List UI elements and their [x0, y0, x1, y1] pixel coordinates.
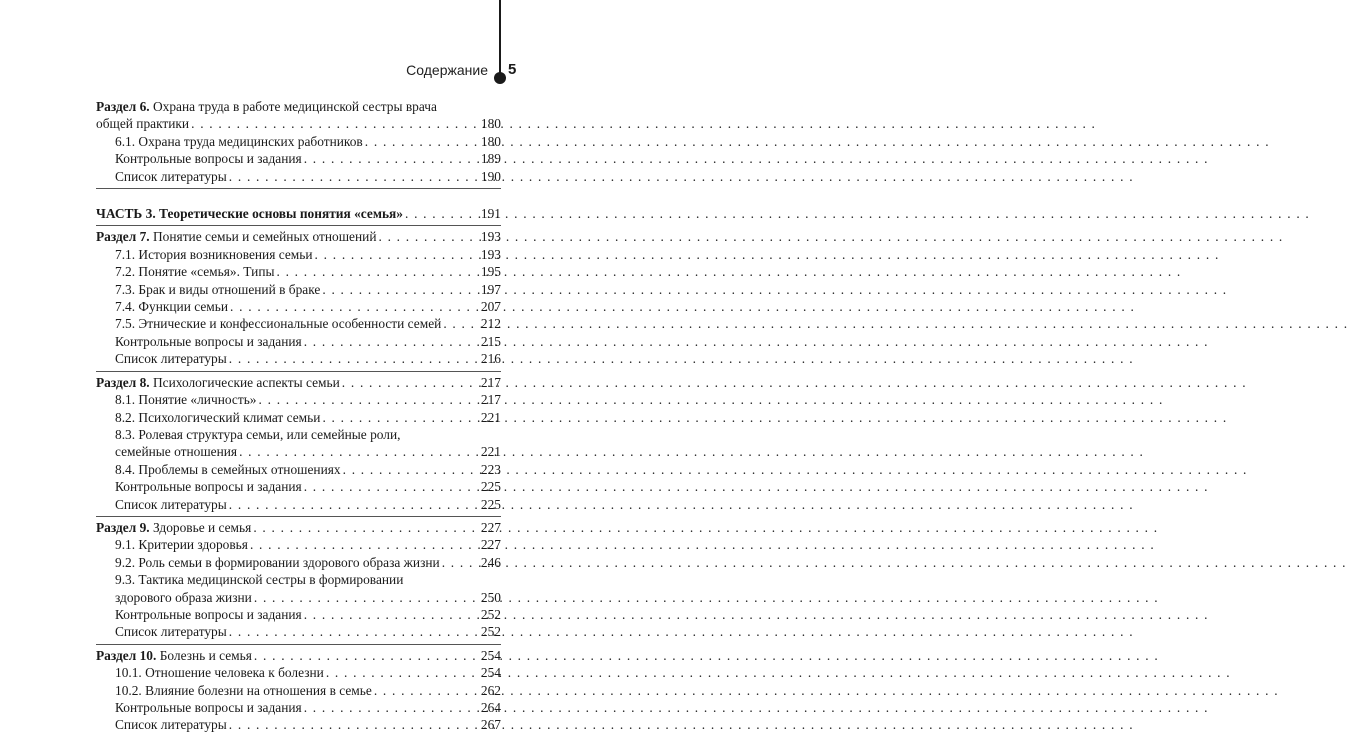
toc-entry[interactable]: 7.5. Этнические и конфессиональные особенности семей . . . 212	[96, 315, 501, 332]
toc-entry-cont[interactable]: здорового образа жизни . . . 250	[96, 589, 501, 606]
section-8	[96, 374, 501, 517]
toc-entry[interactable]: Контрольные вопросы и задания . . . 225	[96, 478, 501, 495]
toc-entry[interactable]: Контрольные вопросы и задания . . . 252	[96, 606, 501, 623]
toc-entry[interactable]: Список литературы . . . 190	[96, 168, 501, 185]
toc-entry-cont[interactable]: семейные отношения . . . 221	[96, 443, 501, 460]
header-rule	[499, 0, 501, 75]
running-header-title: Содержание	[406, 62, 488, 78]
toc-entry[interactable]: Контрольные вопросы и задания . . . 189	[96, 150, 501, 167]
section-10	[96, 647, 501, 737]
toc-entry[interactable]: 9.2. Роль семьи в формировании здорового образа жизни . . . 246	[96, 554, 501, 571]
toc-entry[interactable]: Список литературы . . . 267	[96, 716, 501, 733]
toc-entry[interactable]: 7.4. Функции семьи . . . 207	[96, 298, 501, 315]
toc-entry[interactable]: 9.1. Критерии здоровья . . . 227	[96, 536, 501, 553]
section-label: Раздел 6.	[96, 99, 150, 114]
part-heading[interactable]: ЧАСТЬ 3. Теоретические основы понятия «семья» . . . 191	[96, 205, 501, 222]
page-number: 5	[508, 61, 517, 78]
toc-entry[interactable]: 8.2. Психологический климат семьи . . . 221	[96, 409, 501, 426]
toc-entry[interactable]: 10.1. Отношение человека к болезни . . . 254	[96, 664, 501, 681]
table-of-contents	[96, 98, 501, 739]
section-6	[96, 98, 501, 189]
toc-entry[interactable]: 7.1. История возникновения семьи . . . 193	[96, 246, 501, 263]
part-3	[96, 205, 501, 226]
toc-entry[interactable]: 9.3. Тактика медицинской сестры в формировании	[115, 572, 404, 588]
header-dot	[494, 72, 506, 84]
section-7	[96, 228, 501, 371]
section-9	[96, 519, 501, 645]
toc-entry[interactable]: 8.3. Ролевая структура семьи, или семейные роли,	[115, 426, 401, 442]
toc-entry[interactable]: Список литературы . . . 216	[96, 350, 501, 367]
toc-entry[interactable]: Список литературы . . . 252	[96, 623, 501, 640]
section-heading[interactable]: Раздел 10. Болезнь и семья . . . 254	[96, 647, 501, 664]
toc-entry[interactable]: 6.1. Охрана труда медицинских работников . . . 180	[96, 133, 501, 150]
toc-entry[interactable]: 7.3. Брак и виды отношений в браке . . . 197	[96, 281, 501, 298]
section-heading-cont[interactable]	[96, 115, 501, 132]
toc-entry[interactable]: 8.1. Понятие «личность» . . . 217	[96, 391, 501, 408]
toc-entry[interactable]: Контрольные вопросы и задания . . . 264	[96, 699, 501, 716]
section-title-line2: общей практики	[96, 116, 190, 132]
section-title-line1: Охрана труда в работе медицинской сестры врача	[153, 99, 437, 114]
page-ref: 180	[480, 116, 501, 132]
section-heading[interactable]: Раздел 8. Психологические аспекты семьи . . . 217	[96, 374, 501, 391]
toc-entry[interactable]: 7.2. Понятие «семья». Типы . . . 195	[96, 263, 501, 280]
section-heading[interactable]: Раздел 7. Понятие семьи и семейных отношений . . . 193	[96, 228, 501, 245]
toc-entry[interactable]: 10.2. Влияние болезни на отношения в семье . . . 262	[96, 682, 501, 699]
toc-entry[interactable]: Контрольные вопросы и задания . . . 215	[96, 333, 501, 350]
toc-entry[interactable]: 8.4. Проблемы в семейных отношениях . . . 223	[96, 461, 501, 478]
toc-entry[interactable]: Список литературы . . . 225	[96, 496, 501, 513]
section-heading[interactable]	[96, 98, 501, 115]
section-heading[interactable]: Раздел 9. Здоровье и семья . . . 227	[96, 519, 501, 536]
